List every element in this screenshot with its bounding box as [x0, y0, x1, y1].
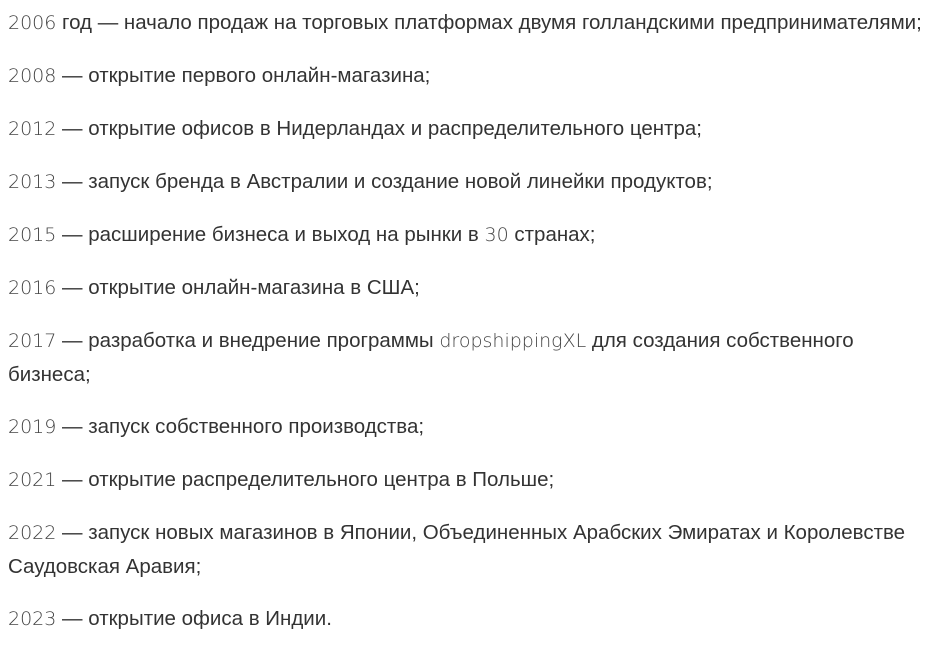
entry-text: — открытие офиса в Индии. — [56, 607, 332, 630]
history-entry-2017 — [8, 324, 934, 391]
entry-text: год — начало продаж на торговых платформах двумя голландскими предпринимателями; — [56, 11, 922, 34]
history-entry-2006 — [8, 6, 934, 40]
entry-year: 2019 — [8, 416, 57, 438]
entry-text: — открытие распределительного центра в Польше; — [56, 468, 555, 491]
history-entry-2022 — [8, 516, 934, 583]
history-entry-2016 — [8, 271, 934, 305]
entry-year: 2017 — [8, 330, 57, 352]
entry-year: 2021 — [8, 469, 57, 491]
history-entry-2021 — [8, 463, 934, 497]
history-entry-2019 — [8, 410, 934, 444]
entry-text: — разработка и внедрение программы — [56, 329, 440, 352]
entry-text: — запуск новых магазинов в Японии, Объединенных Арабских Эмиратах и Королевстве Саудовская Аравия; — [8, 521, 906, 578]
entry-brand-name: dropshippingXL — [439, 330, 587, 352]
history-entry-2012 — [8, 112, 934, 146]
entry-number: 30 — [484, 224, 509, 246]
entry-text: — открытие офисов в Нидерландах и распределительного центра; — [56, 117, 702, 140]
entry-text: — расширение бизнеса и выход на рынки в — [56, 223, 485, 246]
entry-year: 2006 — [8, 12, 57, 34]
history-entry-2015 — [8, 218, 934, 252]
entry-year: 2015 — [8, 224, 57, 246]
entry-text-after: для создания собственного бизнеса; — [8, 329, 854, 386]
company-history-list — [8, 6, 934, 655]
entry-text-after: странах; — [508, 223, 596, 246]
entry-text: — открытие онлайн-магазина в США; — [56, 276, 420, 299]
entry-year: 2016 — [8, 277, 57, 299]
entry-text: — открытие первого онлайн-магазина; — [56, 64, 431, 87]
entry-text: — запуск бренда в Австралии и создание новой линейки продуктов; — [56, 170, 713, 193]
entry-year: 2012 — [8, 118, 57, 140]
entry-year: 2008 — [8, 65, 57, 87]
entry-year: 2022 — [8, 522, 57, 544]
entry-year: 2023 — [8, 608, 57, 630]
entry-year: 2013 — [8, 171, 57, 193]
entry-text: — запуск собственного производства; — [56, 415, 425, 438]
history-entry-2023 — [8, 602, 934, 636]
history-entry-2008 — [8, 59, 934, 93]
history-entry-2013 — [8, 165, 934, 199]
